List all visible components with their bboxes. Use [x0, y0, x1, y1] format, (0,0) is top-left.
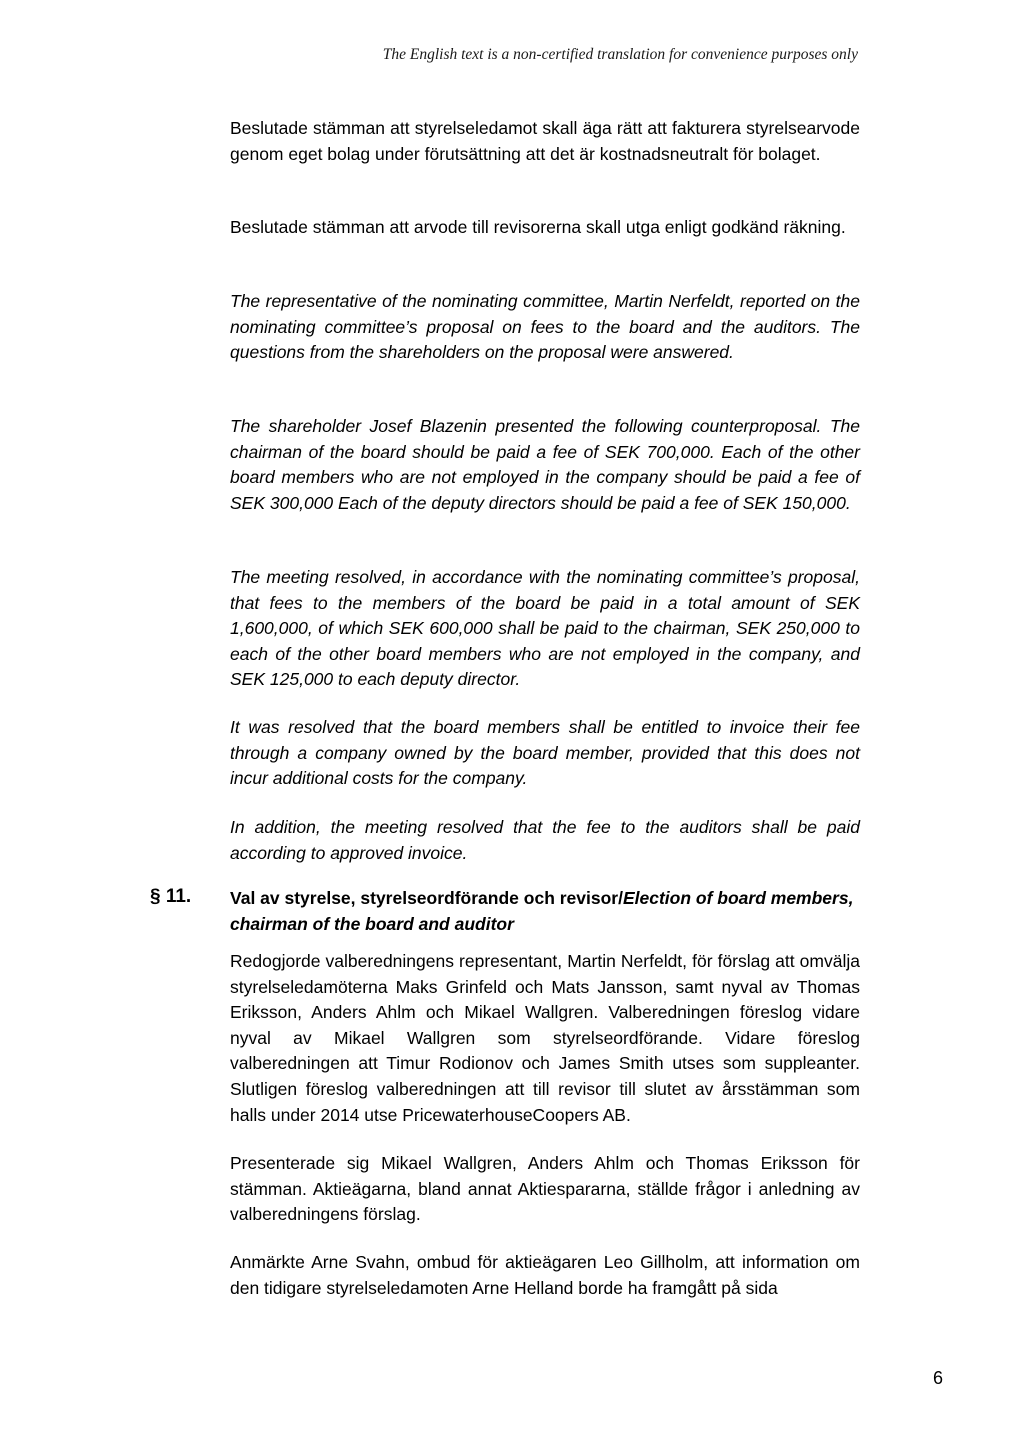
paragraph-nomination-proposal-sv: Redogjorde valberedningens representant, Martin Nerfeldt, för förslag att omvälja styrelseledamöterna Maks Grinfeld och Mats Jansson, samt nyval av Thomas Eriksson, Anders Ahlm och Mikael Wallgren. Valberedningen föreslog vidare nyval av Mikael Wallgren som styrelseordförande. Vidare föreslog valberedningen att Timur Rodionov och James Smith utses som suppleanter. Slutligen föreslog valberedningen att till revisor till slutet av årsstämman som halls under 2014 utse PricewaterhouseCoopers AB. — [230, 951, 860, 1125]
paragraph-board-invoice-sv: Beslutade stämman att styrelseledamot skall äga rätt att fakturera styrelsearvode genom eget bolag under förutsättning att det är kostnadsneutralt för bolaget. — [230, 118, 860, 164]
paragraph-remark-sv: Anmärkte Arne Svahn, ombud för aktieägaren Leo Gillholm, att information om den tidigare styrelseledamoten Arne Helland borde ha framgått på sida — [230, 1252, 860, 1298]
page-number: 6 — [932, 1368, 943, 1388]
paragraph-counterproposal-en: The shareholder Josef Blazenin presented the following counterproposal. The chairman of the board should be paid a fee of SEK 700,000. Each of the other board members who are not employed in the company should be paid a fee of SEK 300,000 Each of the deputy directors should be paid a fee of SEK 150,000. — [230, 416, 860, 513]
paragraph-auditor-fee-en: In addition, the meeting resolved that the fee to the auditors shall be paid according to approved invoice. — [230, 817, 860, 863]
section-heading — [230, 886, 860, 937]
paragraph-invoice-resolution-en: It was resolved that the board members shall be entitled to invoice their fee through a company owned by the board member, provided that this does not incur additional costs for the company. — [230, 717, 860, 789]
section-heading-sv: Val av styrelse, styrelseordförande och revisor/ — [230, 888, 623, 908]
paragraph-candidates-presented-sv: Presenterade sig Mikael Wallgren, Anders Ahlm och Thomas Eriksson för stämman. Aktieägarna, bland annat Aktiespararna, ställde frågor i anledning av valberedningens förslag. — [230, 1153, 860, 1225]
paragraph-nomination-report-en: The representative of the nominating committee, Martin Nerfeldt, reported on the nominating committee’s proposal on fees to the board and the auditors. The questions from the shareholders on the proposal were answered. — [230, 291, 860, 363]
section-heading-en: Election of board members, chairman of the board and auditor — [230, 888, 854, 934]
paragraph-auditor-fee-sv: Beslutade stämman att arvode till revisorerna skall utga enligt godkänd räkning. — [230, 217, 846, 237]
paragraph-fees-resolution-en: The meeting resolved, in accordance with the nominating committee’s proposal, that fees to the members of the board be paid in a total amount of SEK 1,600,000, of which SEK 600,000 shall be paid to the chairman, SEK 250,000 to each of the other board members who are not employed in the company, and SEK 125,000 to each deputy director. — [230, 567, 860, 690]
section-number: § 11. — [150, 886, 192, 907]
translation-disclaimer: The English text is a non-certified translation for convenience purposes only — [382, 46, 858, 63]
